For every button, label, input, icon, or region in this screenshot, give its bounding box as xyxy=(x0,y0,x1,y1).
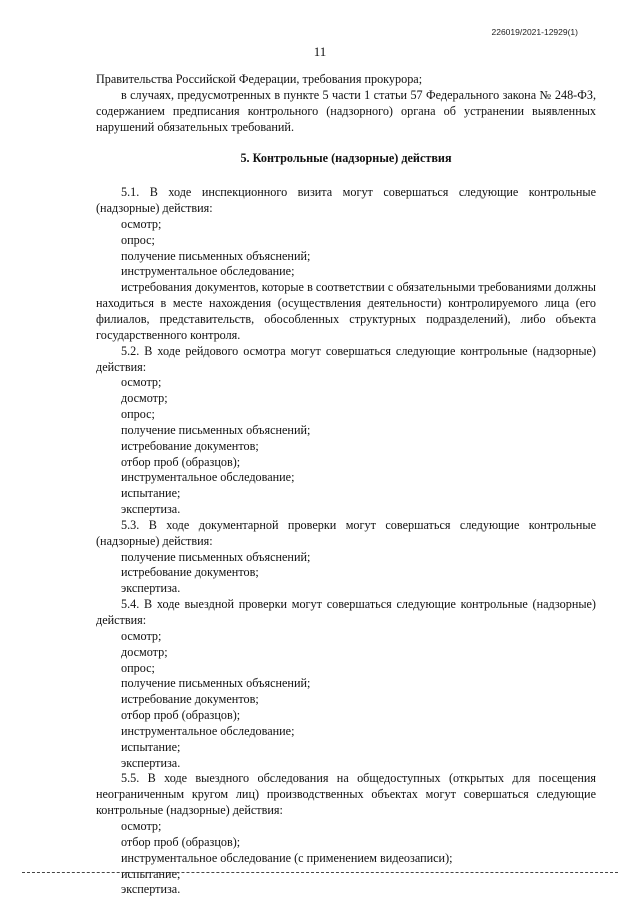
intro-paragraph: в случаях, предусмотренных в пункте 5 части 1 статьи 57 Федерального закона № 248-ФЗ, содержанием предписания контрольного (надзорного) органа об устранении выявленных нарушений обязательных требований. xyxy=(96,87,596,134)
list-item: инструментальное обследование; xyxy=(121,470,295,485)
list-item: инструментальное обследование; xyxy=(121,723,295,738)
list-item: истребование документов; xyxy=(121,692,259,707)
list-item: осмотр; xyxy=(121,216,162,231)
list-item: истребование документов; xyxy=(121,565,259,580)
document-body xyxy=(96,72,596,898)
list-item: осмотр; xyxy=(121,628,162,643)
list-item: испытание; xyxy=(121,739,181,754)
clause-5-3 xyxy=(96,518,596,597)
list-item: отбор проб (образцов); xyxy=(121,834,241,849)
list-item: досмотр; xyxy=(121,644,168,659)
clause-text: 5.2. В ходе рейдового осмотра могут совершаться следующие контрольные (надзорные) действия: xyxy=(96,343,596,374)
list-item: получение письменных объяснений; xyxy=(121,549,311,564)
clause-text: 5.1. В ходе инспекционного визита могут совершаться следующие контрольные (надзорные) действия: xyxy=(96,185,596,216)
intro-line: Правительства Российской Федерации, требования прокурора; xyxy=(96,72,423,86)
list-item: получение письменных объяснений; xyxy=(121,248,311,263)
list-item: экспертиза. xyxy=(121,755,181,770)
document-id: 226019/2021-12929(1) xyxy=(491,27,578,37)
page-number: 11 xyxy=(313,44,327,59)
list-item: испытание; xyxy=(121,486,181,501)
list-item: осмотр; xyxy=(121,818,162,833)
section-heading: 5. Контрольные (надзорные) действия xyxy=(240,151,452,166)
clause-text: 5.5. В ходе выездного обследования на общедоступных (открытых для посещения неограниченным кругом лиц) производственных объектах могут совершаться следующие контрольные (надзорные) действия: xyxy=(96,771,596,818)
list-item: отбор проб (образцов); xyxy=(121,708,241,723)
clause-5-4 xyxy=(96,597,596,771)
clause-text: 5.3. В ходе документарной проверки могут совершаться следующие контрольные (надзорные) действия: xyxy=(96,517,596,548)
clause-text: 5.4. В ходе выездной проверки могут совершаться следующие контрольные (надзорные) действия: xyxy=(96,597,596,627)
list-item: опрос; xyxy=(121,232,155,247)
clause-5-2 xyxy=(96,344,596,518)
list-item: опрос; xyxy=(121,407,155,422)
list-item: экспертиза. xyxy=(121,882,181,897)
list-item: экспертиза. xyxy=(121,502,181,517)
list-item: экспертиза. xyxy=(121,581,181,596)
clause-5-1 xyxy=(96,185,596,343)
clause-5-5 xyxy=(96,771,596,898)
list-item: досмотр; xyxy=(121,391,168,406)
list-item: инструментальное обследование; xyxy=(121,264,295,279)
list-item-long: истребования документов, которые в соответствии с обязательными требованиями должны находиться в месте нахождения (осуществления деятельности) контролируемого лица (его филиалов, представительств, обособленных структурных подразделений), либо объекта государственного контроля. xyxy=(96,280,596,342)
list-item: осмотр; xyxy=(121,375,162,390)
list-item: опрос; xyxy=(121,660,155,675)
list-item: испытание; xyxy=(121,866,181,881)
scan-edge-line xyxy=(22,872,618,874)
list-item: получение письменных объяснений; xyxy=(121,676,311,691)
list-item: отбор проб (образцов); xyxy=(121,454,241,469)
list-item: инструментальное обследование (с применением видеозаписи); xyxy=(121,850,453,865)
list-item: получение письменных объяснений; xyxy=(121,422,311,437)
list-item: истребование документов; xyxy=(121,438,259,453)
